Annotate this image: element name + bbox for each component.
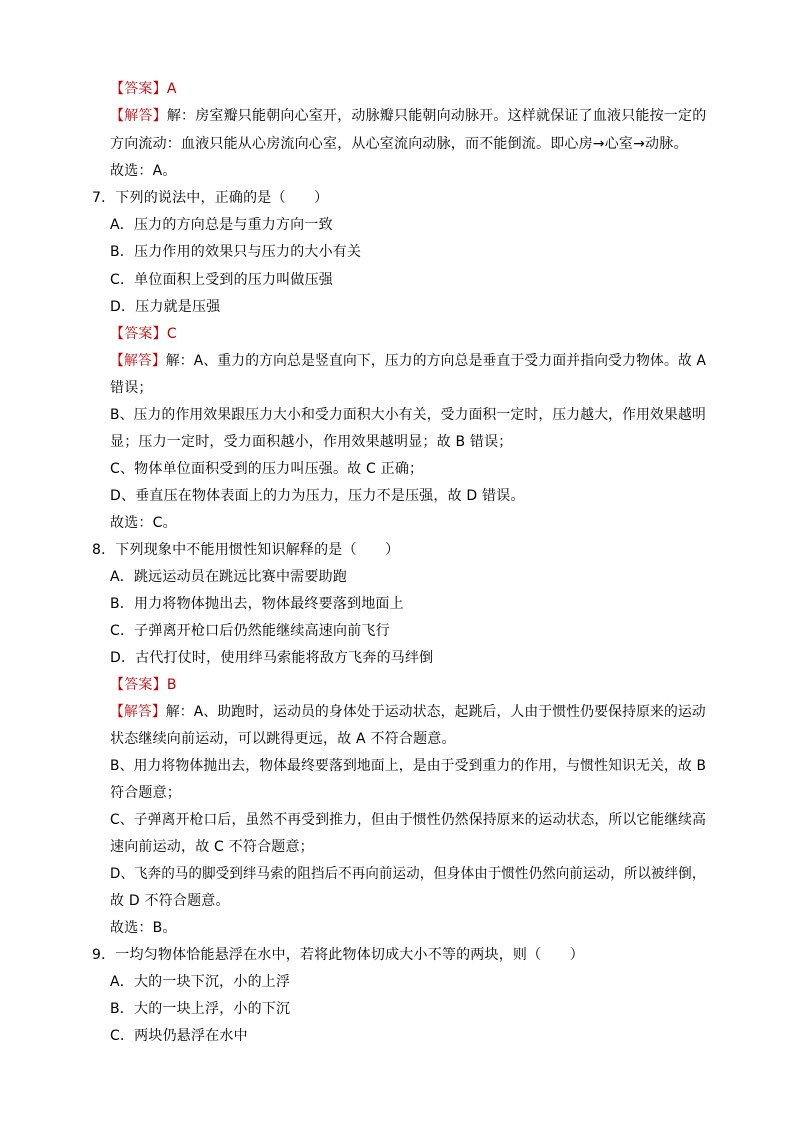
q8-analysis-line-5: C、子弹离开枪口后，虽然不再受到推力，但由于惯性仍然保持原来的运动状态，所以它能继续高 [110,812,707,828]
q6-analysis-line-1 [110,107,706,125]
q8-option-c: C．子弹离开枪口后仍然能继续高速向前飞行 [110,623,390,639]
q8-analysis-line-8: 故 D 不符合题意。 [110,893,230,909]
q8-analysis-line-2: 状态继续向前运动，可以跳得更远，故 A 不符合题意。 [110,731,456,747]
q8-option-d: D．古代打仗时，使用绊马索能将敌方飞奔的马绊倒 [110,650,434,666]
q8-answer-value: B [166,677,177,693]
q7-answer-value: C [166,326,177,342]
analysis-tag: 【解答】 [110,704,166,720]
q8-analysis-line-6: 速向前运动，故 C 不符合题意； [110,839,314,855]
q8-answer-line [110,676,177,694]
q8-option-a: A．跳远运动员在跳远比赛中需要助跑 [110,569,347,585]
q6-answer-line [110,80,177,98]
q7-analysis-line-3: B、压力的作用效果跟压力大小和受力面积大小有关，受力面积一定时，压力越大，作用效果越明 [110,407,706,423]
q7-conclusion: 故选：C。 [110,515,177,531]
analysis-tag: 【解答】 [110,108,167,124]
q7-analysis-line-4: 显；压力一定时，受力面积越小，作用效果越明显；故 B 错误； [110,434,513,450]
q7-option-c: C．单位面积上受到的压力叫做压强 [110,272,333,288]
q7-analysis-line-6: D、垂直压在物体表面上的力为压力，压力不是压强，故 D 错误。 [110,488,525,504]
q7-analysis-line-5: C、物体单位面积受到的压力叫压强。故 C 正确； [110,461,424,477]
q7-option-d: D．压力就是压强 [110,299,221,315]
q7-analysis-text-1: 解：A、重力的方向总是竖直向下，压力的方向总是垂直于受力面并指向受力物体。故 A [165,353,707,369]
q7-stem: 7．下列的说法中，正确的是（ ） [92,190,329,206]
q9-option-b: B．大的一块上浮，小的下沉 [110,1001,291,1017]
answer-tag: 【答案】 [110,677,167,693]
q9-option-a: A．大的一块下沉，小的上浮 [110,974,291,990]
q6-conclusion: 故选：A。 [110,163,177,179]
q7-analysis-line-1 [110,352,706,370]
q8-conclusion: 故选：B。 [110,920,177,936]
answer-tag: 【答案】 [110,326,167,342]
q8-analysis-line-3: B、用力将物体抛出去，物体最终要落到地面上，是由于受到重力的作用，与惯性知识无关，故 B [110,758,707,774]
q6-analysis-text-1: 解：房室瓣只能朝向心室开，动脉瓣只能朝向动脉开。这样就保证了血液只能按一定的 [166,108,707,124]
q7-option-a: A．压力的方向总是与重力方向一致 [110,217,333,233]
analysis-tag: 【解答】 [110,353,166,369]
answer-tag: 【答案】 [110,81,167,97]
q8-analysis-line-1 [110,703,706,721]
q9-option-c: C．两块仍悬浮在水中 [110,1028,248,1044]
q7-analysis-line-2: 错误； [110,380,153,396]
q8-analysis-text-1: 解：A、助跑时，运动员的身体处于运动状态，起跳后，人由于惯性仍要保持原来的运动 [165,704,706,720]
q7-answer-line [110,325,177,343]
q8-option-b: B．用力将物体抛出去，物体最终要落到地面上 [110,596,404,612]
q7-option-b: B．压力作用的效果只与压力的大小有关 [110,244,362,260]
q6-answer-value: A [166,81,177,97]
q9-stem: 9．一均匀物体恰能悬浮在水中，若将此物体切成大小不等的两块，则（ ） [92,947,584,963]
q8-stem: 8．下列现象中不能用惯性知识解释的是（ ） [92,542,400,558]
q8-analysis-line-7: D、飞奔的马的脚受到绊马索的阻挡后不再向前运动，但身体由于惯性仍然向前运动，所以被绊倒， [110,866,706,882]
q6-analysis-line-2: 方向流动：血液只能从心房流向心室，从心室流向动脉，而不能倒流。即心房→心室→动脉。 [110,136,688,152]
q8-analysis-line-4: 符合题意； [110,785,181,801]
